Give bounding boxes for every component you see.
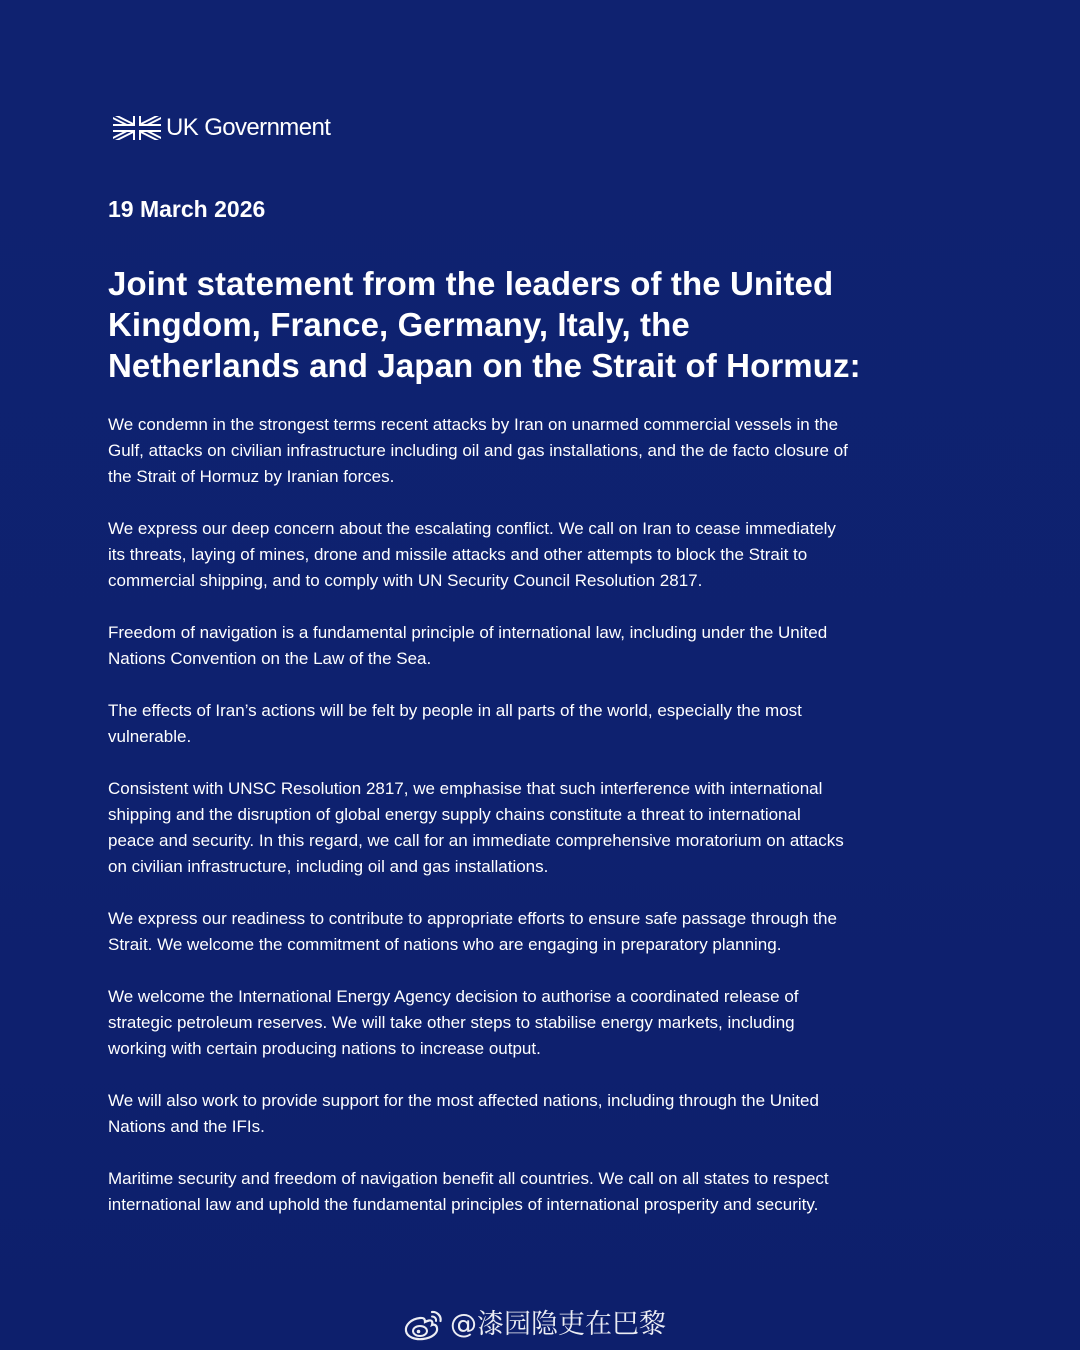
text-line: Strait. We welcome the commitment of nations who are engaging in preparatory planning. <box>108 935 782 954</box>
watermark-handle: @漆园隐吏在巴黎 <box>450 1309 666 1340</box>
text-line: We welcome the International Energy Agency decision to authorise a coordinated release of <box>108 987 799 1006</box>
paragraph-6 <box>108 906 898 958</box>
paragraph-7 <box>108 984 898 1062</box>
union-jack-icon <box>113 114 161 142</box>
page-title <box>108 263 908 386</box>
paragraph-4 <box>108 698 898 750</box>
paragraph-9 <box>108 1166 898 1218</box>
publication-date: 19 March 2026 <box>108 196 266 222</box>
paragraph-2 <box>108 516 898 594</box>
text-line: Maritime security and freedom of navigation benefit all countries. We call on all states to respect <box>108 1169 829 1188</box>
text-line: We condemn in the strongest terms recent attacks by Iran on unarmed commercial vessels in the <box>108 415 839 434</box>
text-line: Freedom of navigation is a fundamental principle of international law, including under the United <box>108 623 828 642</box>
text-line: vulnerable. <box>108 727 192 746</box>
paragraph-8 <box>108 1088 898 1140</box>
text-line: Nations Convention on the Law of the Sea. <box>108 649 432 668</box>
paragraph-5 <box>108 776 898 880</box>
text-line: commercial shipping, and to comply with UN Security Council Resolution 2817. <box>108 571 703 590</box>
text-line: The effects of Iran’s actions will be felt by people in all parts of the world, especially the most <box>108 701 802 720</box>
text-line: Nations and the IFIs. <box>108 1117 265 1136</box>
title-line: Kingdom, France, Germany, Italy, the <box>108 306 690 343</box>
uk-government-logo <box>113 112 330 144</box>
text-line: on civilian infrastructure, including oil and gas installations. <box>108 857 549 876</box>
text-line: working with certain producing nations to increase output. <box>108 1039 541 1058</box>
text-line: strategic petroleum reserves. We will take other steps to stabilise energy markets, including <box>108 1013 795 1032</box>
text-line: Gulf, attacks on civilian infrastructure including oil and gas installations, and the de facto closure of <box>108 441 848 460</box>
text-line: shipping and the disruption of global energy supply chains constitute a threat to international <box>108 805 801 824</box>
weibo-icon <box>404 1309 444 1341</box>
text-line: its threats, laying of mines, drone and missile attacks and other attempts to block the Strait to <box>108 545 808 564</box>
text-line: international law and uphold the fundamental principles of international prosperity and security. <box>108 1195 819 1214</box>
title-line: Joint statement from the leaders of the United <box>108 265 834 302</box>
title-line: Netherlands and Japan on the Strait of Hormuz: <box>108 347 861 384</box>
text-line: We express our deep concern about the escalating conflict. We call on Iran to cease immediately <box>108 519 836 538</box>
brand-name: UK Government <box>166 114 331 141</box>
paragraph-3 <box>108 620 898 672</box>
weibo-watermark <box>404 1305 666 1345</box>
text-line: the Strait of Hormuz by Iranian forces. <box>108 467 395 486</box>
text-line: We express our readiness to contribute to appropriate efforts to ensure safe passage through the <box>108 909 837 928</box>
text-line: We will also work to provide support for the most affected nations, including through the United <box>108 1091 819 1110</box>
text-line: Consistent with UNSC Resolution 2817, we emphasise that such interference with international <box>108 779 823 798</box>
paragraph-1 <box>108 412 898 490</box>
statement-body <box>108 412 898 1244</box>
text-line: peace and security. In this regard, we call for an immediate comprehensive moratorium on attacks <box>108 831 844 850</box>
